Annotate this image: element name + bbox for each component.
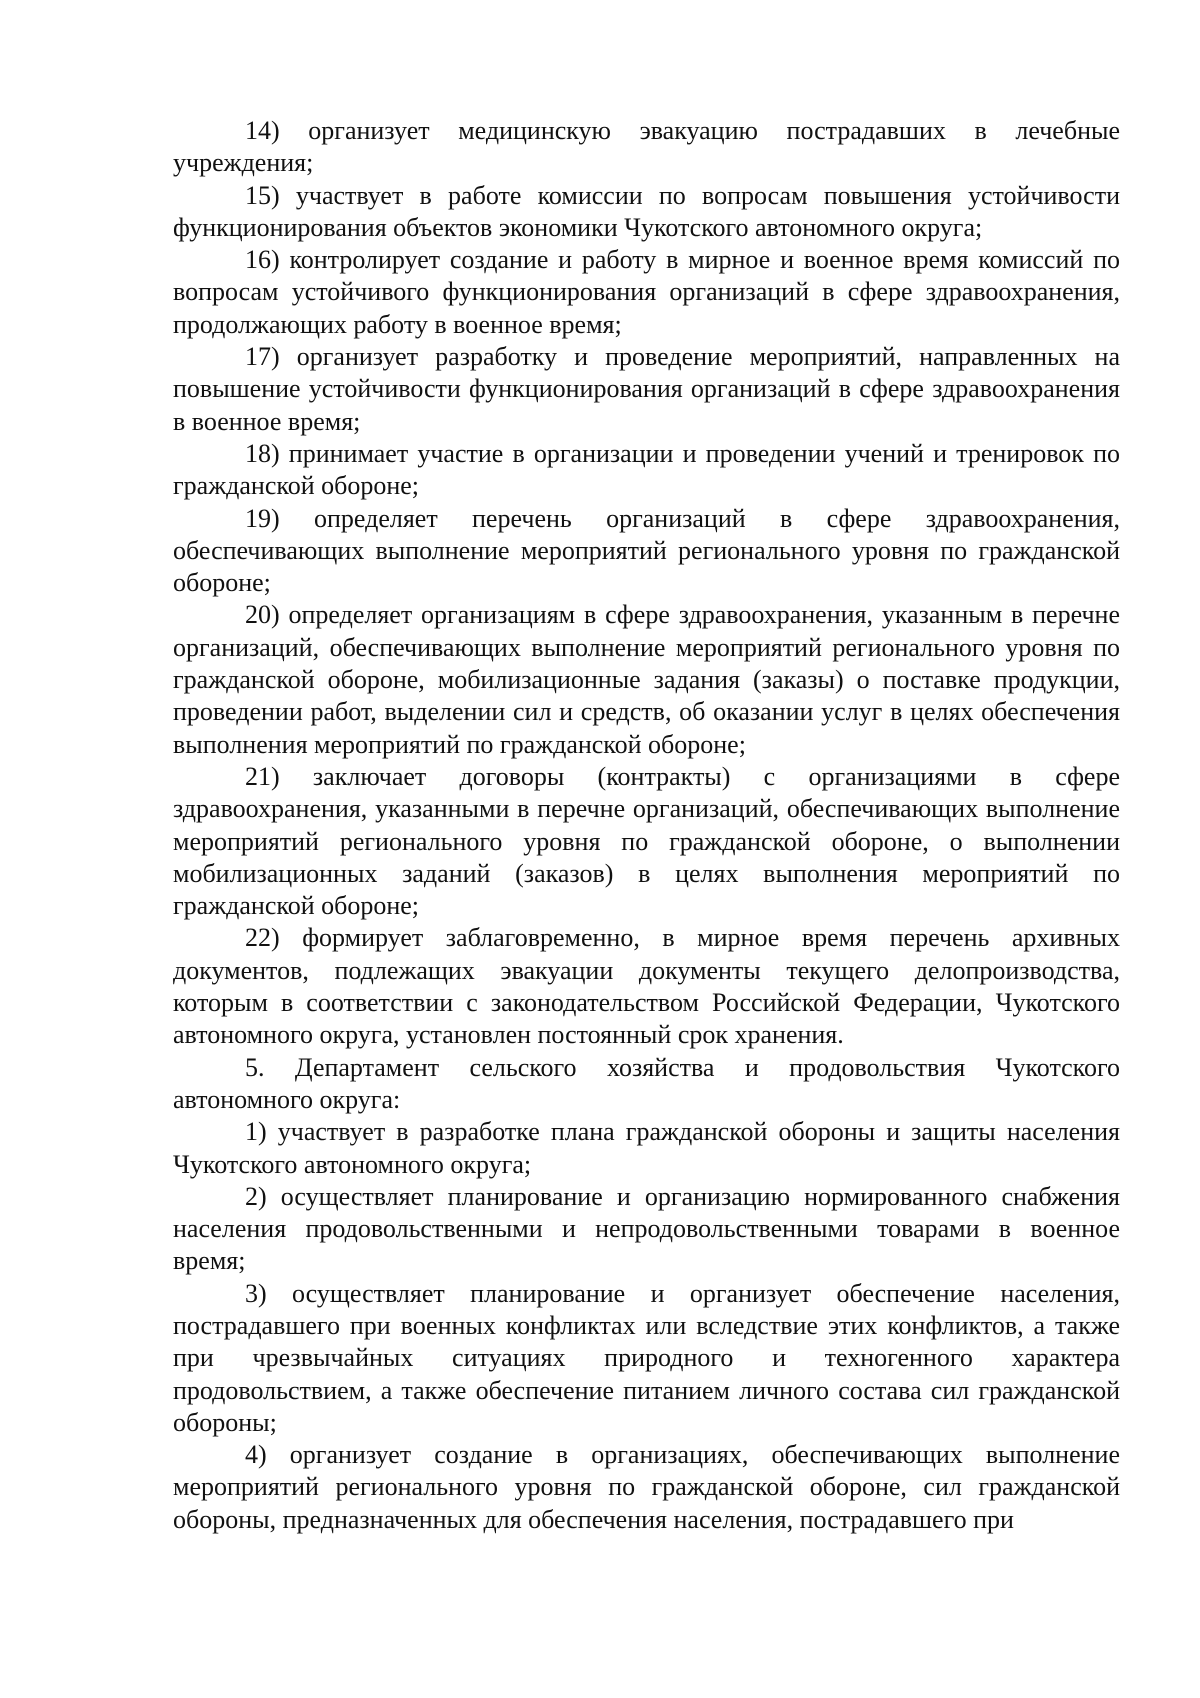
paragraph-item-5-2: 2) осуществляет планирование и организацию нормированного снабжения населения продовольственными и непродовольственными товарами в военное время; [173,1181,1120,1276]
paragraph-item-5-3: 3) осуществляет планирование и организует обеспечение населения, пострадавшего при военных конфликтах или вследствие этих конфликтов, а также при чрезвычайных ситуациях природного и техногенного характера продовольствием, а также обеспечение питанием личного состава сил гражданской обороны; [173,1278,1120,1437]
document-body [173,115,1120,1536]
section-5-heading: 5. Департамент сельского хозяйства и продовольствия Чукотского автономного округа: [173,1052,1120,1114]
paragraph-item-22: 22) формирует заблаговременно, в мирное время перечень архивных документов, подлежащих эвакуации документы текущего делопроизводства, которым в соответствии с законодательством Российской Федерации, Чукотского автономного округа, установлен постоянный срок хранения. [173,923,1120,1050]
paragraph-item-5-1: 1) участвует в разработке плана гражданской обороны и защиты населения Чукотского автономного округа; [173,1117,1120,1179]
paragraph-item-16: 16) контролирует создание и работу в мирное и военное время комиссий по вопросам устойчивого функционирования организаций в сфере здравоохранения, продолжающих работу в военное время; [173,245,1120,339]
paragraph-item-5-4: 4) организует создание в организациях, обеспечивающих выполнение мероприятий регионального уровня по гражданской обороне, сил гражданской обороны, предназначенных для обеспечения населения, пострадавшего при [173,1440,1120,1534]
paragraph-item-17: 17) организует разработку и проведение мероприятий, направленных на повышение устойчивости функционирования организаций в сфере здравоохранения в военное время; [173,342,1120,436]
paragraph-item-21: 21) заключает договоры (контракты) с организациями в сфере здравоохранения, указанными в перечне организаций, обеспечивающих выполнение мероприятий регионального уровня по гражданской обороне, о выполнении мобилизационных заданий (заказов) в целях выполнения мероприятий по гражданской обороне; [173,761,1120,921]
paragraph-item-19: 19) определяет перечень организаций в сфере здравоохранения, обеспечивающих выполнение мероприятий регионального уровня по гражданской обороне; [173,503,1120,598]
paragraph-item-14: 14) организует медицинскую эвакуацию пострадавших в лечебные учреждения; [173,116,1120,178]
paragraph-item-18: 18) принимает участие в организации и проведении учений и тренировок по гражданской обороне; [173,438,1120,501]
paragraph-item-20: 20) определяет организациям в сфере здравоохранения, указанным в перечне организаций, обеспечивающих выполнение мероприятий регионального уровня по гражданской обороне, мобилизационные задания (заказы) о поставке продукции, проведении работ, выделении сил и средств, об оказании услуг в целях обеспечения выполнения мероприятий по гражданской обороне; [173,600,1120,759]
paragraph-item-15: 15) участвует в работе комиссии по вопросам повышения устойчивости функционирования объектов экономики Чукотского автономного округа; [173,180,1120,242]
